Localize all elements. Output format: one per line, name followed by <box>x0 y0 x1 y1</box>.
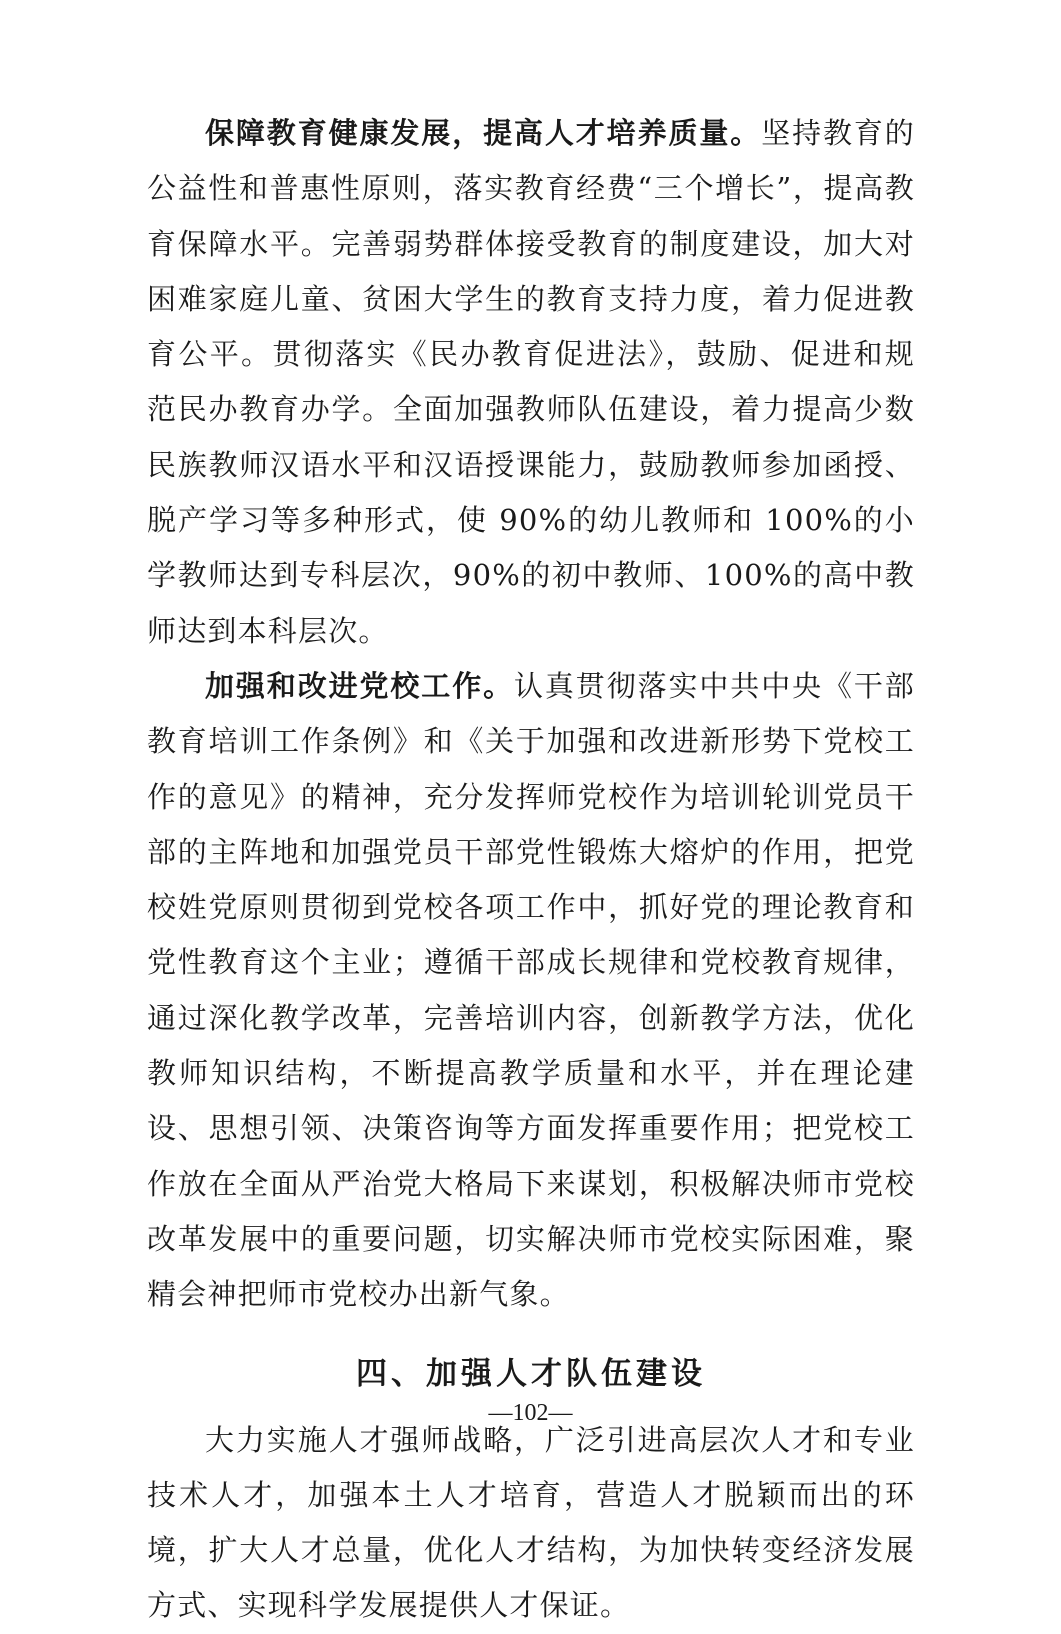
paragraph-education-lead: 保障教育健康发展，提高人才培养质量。 <box>205 116 762 150</box>
page-number: —102— <box>488 1400 573 1426</box>
paragraph-party-school-lead: 加强和改进党校工作。 <box>205 668 514 703</box>
paragraph-party-school <box>147 659 915 1323</box>
paragraph-talent: 大力实施人才强师战略，广泛引进高层次人才和专业技术人才，加强本土人才培育，营造人才脱颖而出的环境，扩大人才总量，优化人才结构，为加快转变经济发展方式、实现科学发展提供人才保证。 <box>147 1422 915 1623</box>
section-heading-talent: 四、加强人才队伍建设 <box>356 1355 706 1392</box>
paragraph-education <box>147 106 915 659</box>
paragraph-party-school-body: 认真贯彻落实中共中央《干部教育培训工作条例》和《关于加强和改进新形势下党校工作的意见》的精神，充分发挥师党校作为培训轮训党员干部的主阵地和加强党员干部党性锻炼大熔炉的作用，把党校姓党原则贯彻到党校各项工作中，抓好党的理论教育和党性教育这个主业；遵循干部成长规律和党校教育规律，通过深化教学改革，完善培训内容，创新教学方法，优化教师知识结构，不断提高教学质量和水平，并在理论建设、思想引领、决策咨询等方面发挥重要作用；把党校工作放在全面从严治党大格局下来谋划，积极解决师市党校改革发展中的重要问题，切实解决师市党校实际困难，聚精会神把师市党校办出新气象。 <box>147 668 915 1312</box>
paragraph-education-body: 坚持教育的公益性和普惠性原则，落实教育经费“三个增长”，提高教育保障水平。完善弱势群体接受教育的制度建设，加大对困难家庭儿童、贫困大学生的教育支持力度，着力促进教育公平。贯彻落实《民办教育促进法》，鼓励、促进和规范民办教育办学。全面加强教师队伍建设，着力提高少数民族教师汉语水平和汉语授课能力，鼓励教师参加函授、脱产学习等多种形式，使 90%的幼儿教师和 100%的小学教师达到专科层次，90%的初中教师、100%的高中教师达到本科层次。 <box>147 116 915 648</box>
